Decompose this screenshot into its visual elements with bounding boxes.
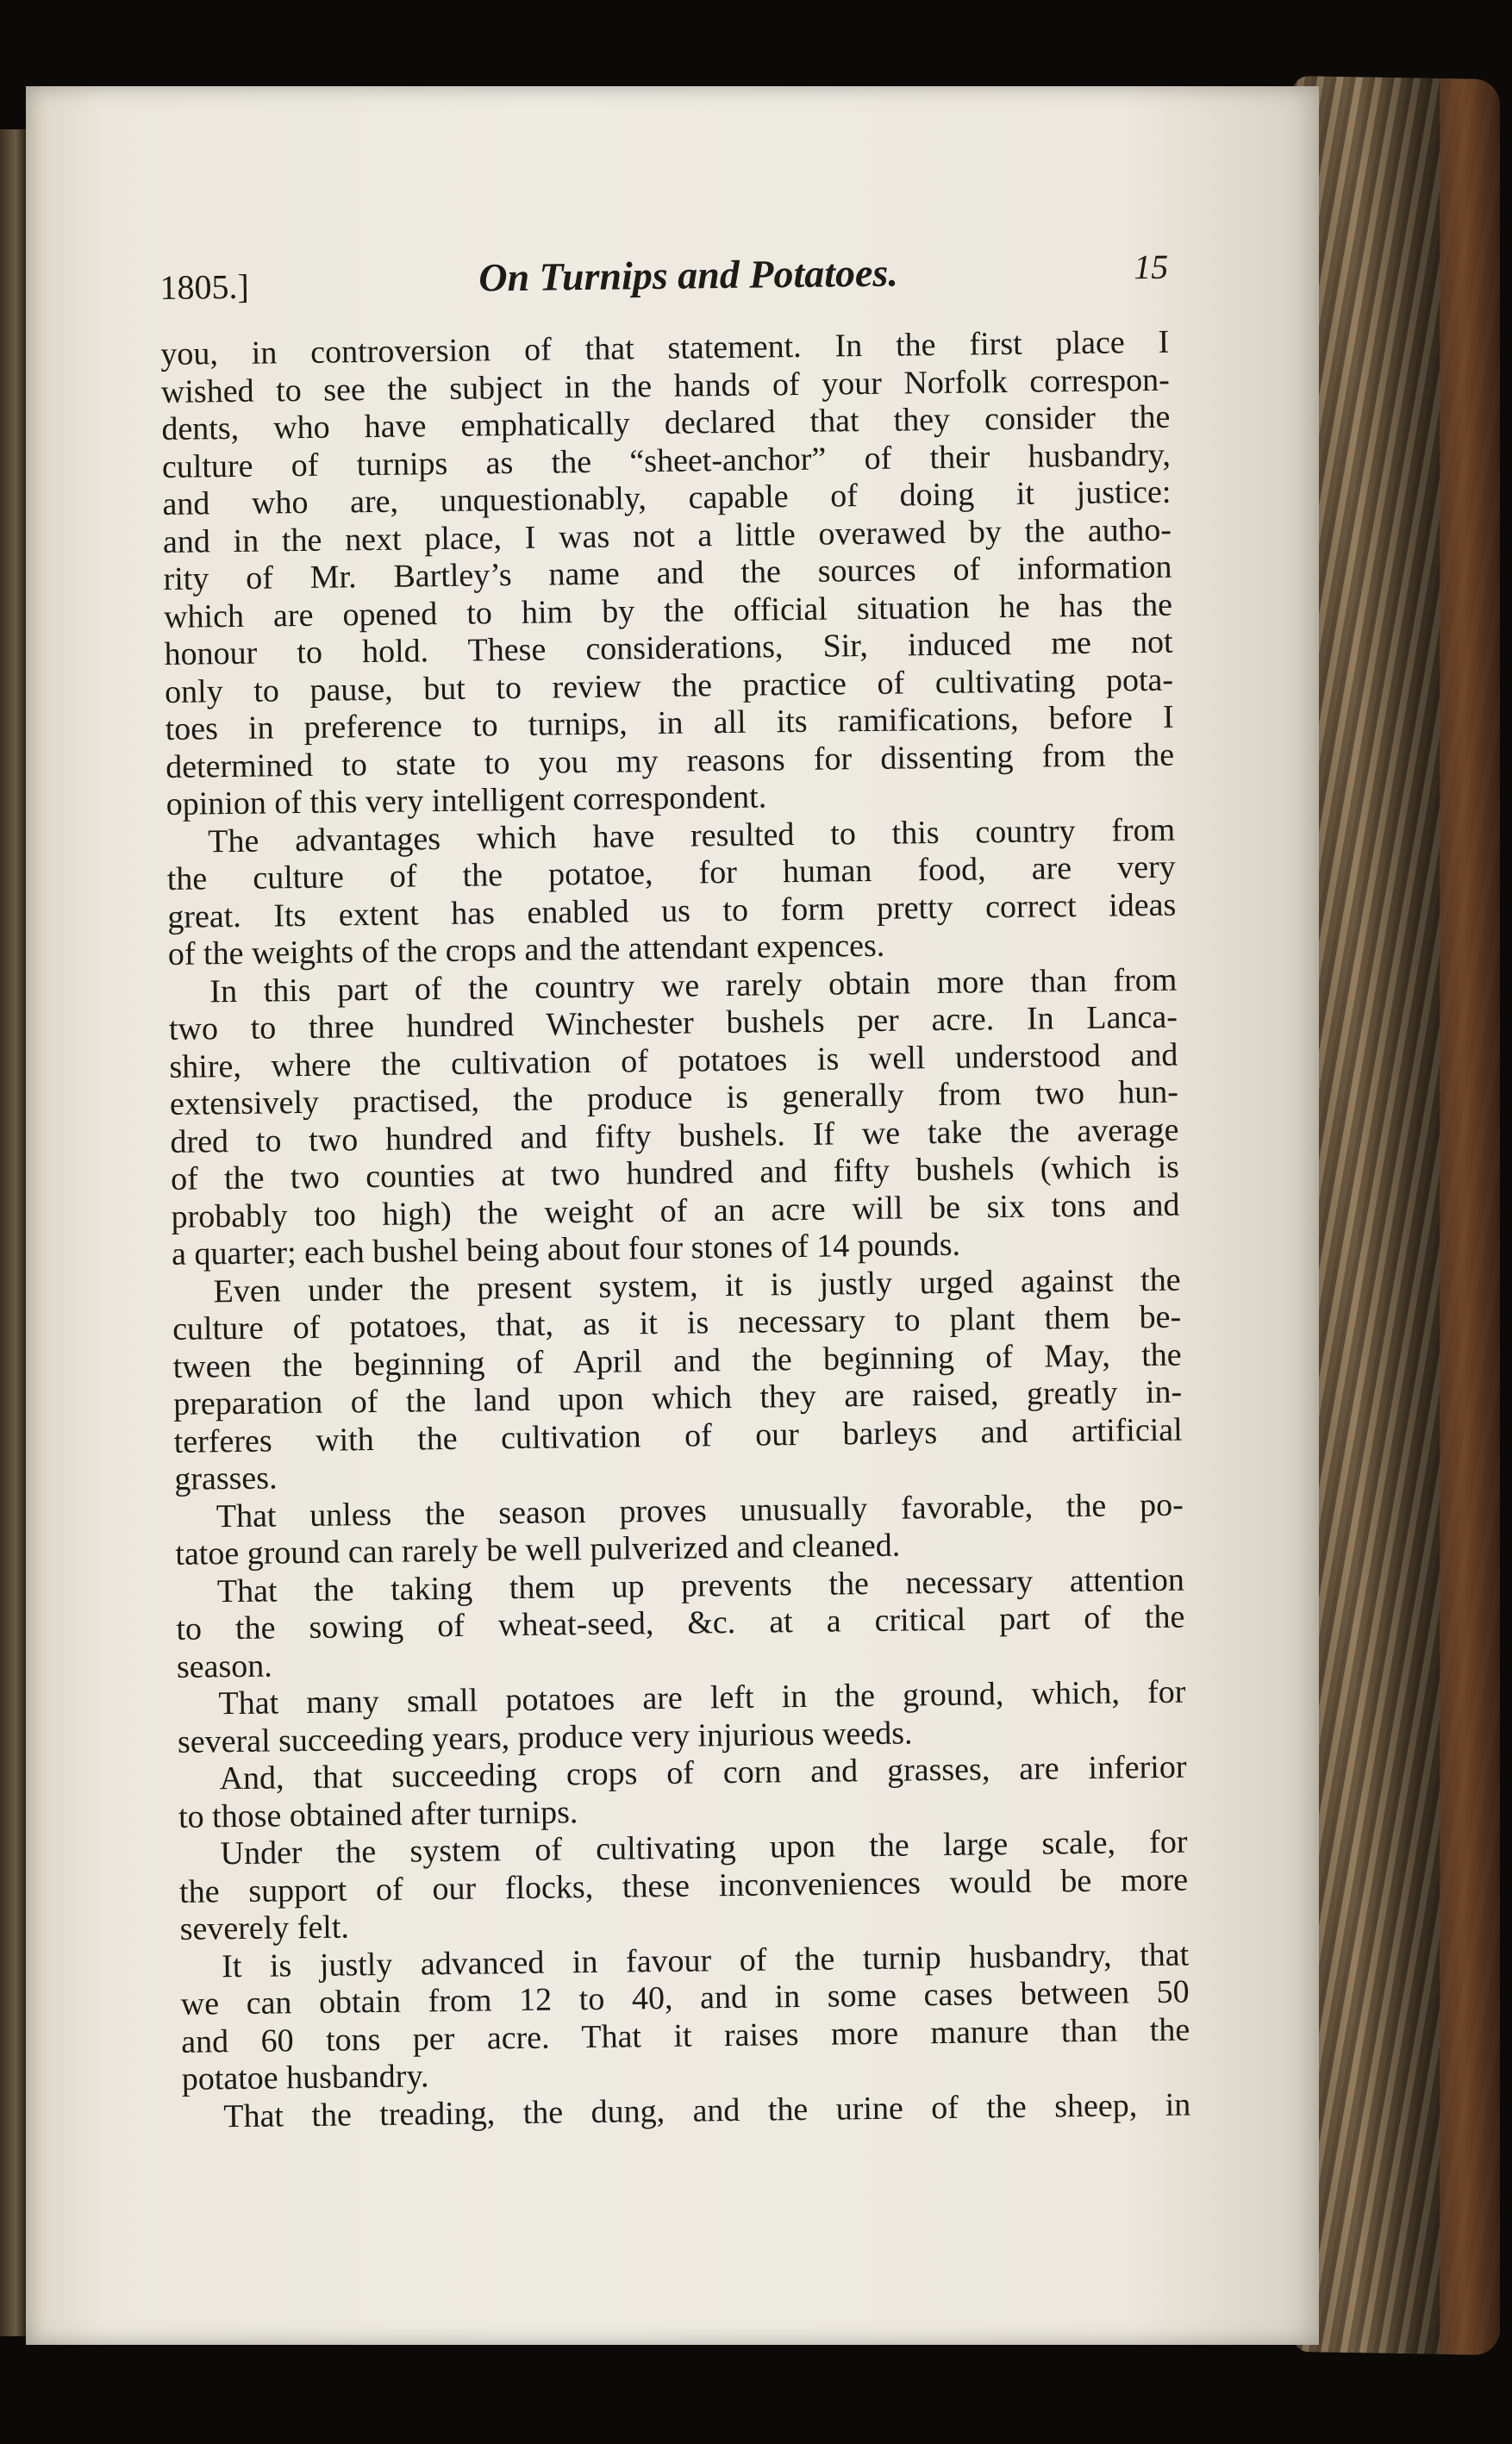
text-line: grasses. <box>174 1460 278 1497</box>
text-line: of the weights of the crops and the attendant expences. <box>167 927 885 972</box>
text-line: season. <box>176 1647 273 1685</box>
text-line: culture of potatoes, that, as it is necessary to plant them be- <box>172 1298 1182 1347</box>
text-line: we can obtain from 12 to 40, and in some cases between 50 <box>180 1973 1190 2022</box>
text-line: Even under the present system, it is justly urged against the <box>213 1261 1181 1310</box>
left-page-edge <box>0 129 26 2336</box>
text-line: That unless the season proves unusually favorable, the po- <box>216 1486 1184 1535</box>
text-line: determined to state to you my reasons for dissenting from the <box>165 736 1175 785</box>
text-line: opinion of this very intelligent correspondent. <box>166 778 767 822</box>
text-line: tween the beginning of April and the beginning of May, the <box>172 1336 1182 1385</box>
text-line: And, that succeeding crops of corn and grasses, are inferior <box>219 1748 1187 1797</box>
text-line: dred to two hundred and fifty bushels. If we take the average <box>170 1111 1179 1160</box>
text-line: to those obtained after turnips. <box>178 1793 578 1835</box>
page-number: 15 <box>1133 247 1169 287</box>
text-line: wished to see the subject in the hands of your Norfolk correspon- <box>160 361 1171 410</box>
text-line: honour to hold. These considerations, Sir, induced me not <box>164 623 1173 672</box>
text-line: The advantages which have resulted to this country from <box>208 811 1176 859</box>
text-line: It is justly advanced in favour of the turnip husbandry, that <box>221 1936 1190 1985</box>
text-line: a quarter; each bushel being about four stones of 14 pounds. <box>171 1226 961 1272</box>
text-line: to the sowing of wheat-seed, &c. at a critical part of the <box>176 1598 1185 1647</box>
text-line: That the treading, the dung, and the urine of the sheep, in <box>223 2086 1191 2135</box>
text-line: terferes with the cultivation of our barleys and artificial <box>173 1411 1183 1460</box>
text-line: the support of our flocks, these inconveniences would be more <box>178 1861 1189 1910</box>
text-line: That the taking them up prevents the necessary attention <box>216 1561 1185 1610</box>
text-line: toes in preference to turnips, in all its ramifications, before I <box>165 698 1174 747</box>
running-header <box>159 247 1169 319</box>
text-line: severely felt. <box>179 1909 350 1947</box>
text-line: and in the next place, I was not a little overawed by the autho- <box>162 511 1172 560</box>
text-line: Under the system of cultivating upon the large scale, for <box>220 1823 1188 1872</box>
body-text <box>160 324 1190 2136</box>
book-page <box>26 86 1319 2345</box>
text-line: shire, where the cultivation of potatoes is well understood and <box>169 1036 1178 1085</box>
text-line: extensively practised, the produce is generally from two hun- <box>169 1073 1179 1122</box>
text-line: rity of Mr. Bartley’s name and the sources of information <box>163 548 1172 597</box>
text-line: of the two counties at two hundred and fifty bushels (which is <box>170 1148 1180 1197</box>
text-line: which are opened to him by the official situation he has the <box>163 586 1173 635</box>
text-line: tatoe ground can rarely be well pulverized and cleaned. <box>175 1527 901 1572</box>
header-title: On Turnips and Potatoes. <box>478 250 899 300</box>
text-line: culture of turnips as the “sheet-anchor” of their husbandry, <box>161 436 1171 485</box>
text-line: several succeeding years, produce very injurious weeds. <box>177 1714 913 1760</box>
text-line: and who are, unquestionably, capable of doing it justice: <box>162 473 1171 522</box>
header-year: 1805.] <box>159 266 250 307</box>
text-line: great. Its extent has enabled us to form pretty correct ideas <box>167 886 1177 935</box>
text-line: two to three hundred Winchester bushels per acre. In Lanca- <box>168 998 1178 1047</box>
text-line: the culture of the potatoe, for human food, are very <box>166 848 1176 897</box>
book-cover-edge <box>1293 76 1500 2355</box>
text-line: potatoe husbandry. <box>181 2058 429 2097</box>
text-line: dents, who have emphatically declared that they consider the <box>161 398 1171 447</box>
text-line: preparation of the land upon which they are raised, greatly in- <box>172 1373 1183 1422</box>
text-line: only to pause, but to review the practice of cultivating pota- <box>164 661 1174 710</box>
text-line: you, in controversion of that statement. In the first place I <box>160 323 1170 372</box>
page-content <box>159 247 1191 2136</box>
text-line: probably too high) the weight of an acre will be six tons and <box>171 1186 1180 1235</box>
text-line: and 60 tons per acre. That it raises more manure than the <box>181 2011 1190 2060</box>
text-line: In this part of the country we rarely obtain more than from <box>209 961 1178 1009</box>
text-line: That many small potatoes are left in the ground, which, for <box>218 1673 1186 1722</box>
